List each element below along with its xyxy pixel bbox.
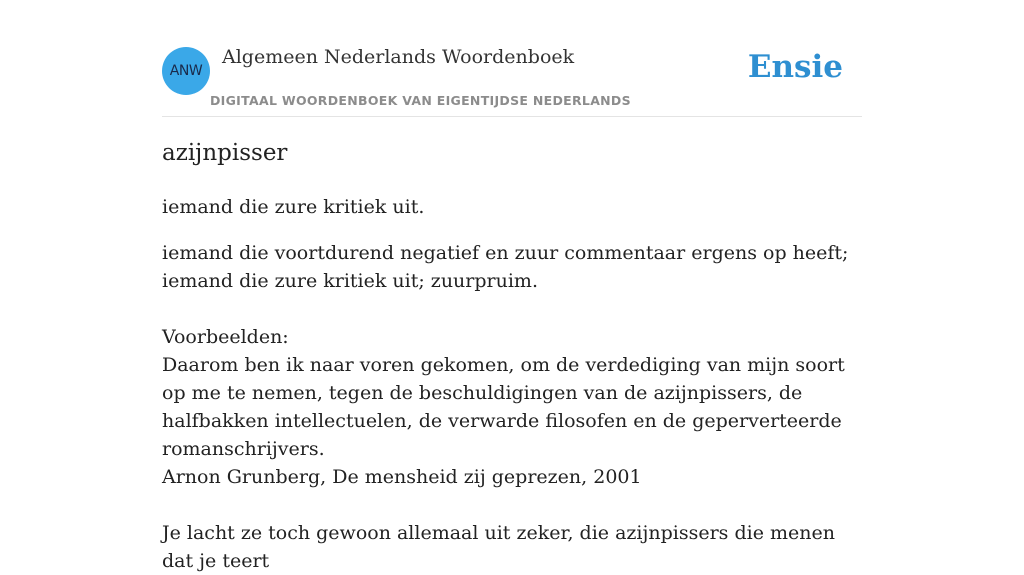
site-title[interactable]: Algemeen Nederlands Woordenboek (222, 46, 575, 68)
example-quote: Je lacht ze toch gewoon allemaal uit zeker, die azijnpissers die menen dat je teert (162, 522, 835, 572)
examples-label: Voorbeelden: (162, 326, 289, 348)
page-container (162, 0, 862, 572)
entry-body (162, 239, 862, 575)
full-definition: iemand die voortdurend negatief en zuur commentaar ergens op heeft; iemand die zure kritiek uit; zuurpruim. (162, 242, 849, 292)
example-quote: Daarom ben ik naar voren gekomen, om de verdediging van mijn soort op me te nemen, tegen de beschuldigingen van de azijnpissers, de halfbakken intellectuelen, de verwarde filosofen en de geperverteerde romanschrijvers. (162, 354, 845, 460)
entry-headword: azijnpisser (162, 140, 288, 166)
example-source: Arnon Grunberg, De mensheid zij geprezen, 2001 (162, 466, 642, 488)
site-subtitle: DIGITAAL WOORDENBOEK VAN EIGENTIJDSE NEDERLANDS (210, 93, 631, 108)
spacer (162, 295, 862, 323)
logo-text: ANW (169, 63, 203, 79)
spacer (162, 491, 862, 519)
site-header (162, 0, 862, 117)
anw-logo[interactable] (162, 47, 210, 95)
ensie-brand-logo[interactable]: Ensie (747, 49, 843, 85)
short-definition: iemand die zure kritiek uit. (162, 196, 425, 218)
